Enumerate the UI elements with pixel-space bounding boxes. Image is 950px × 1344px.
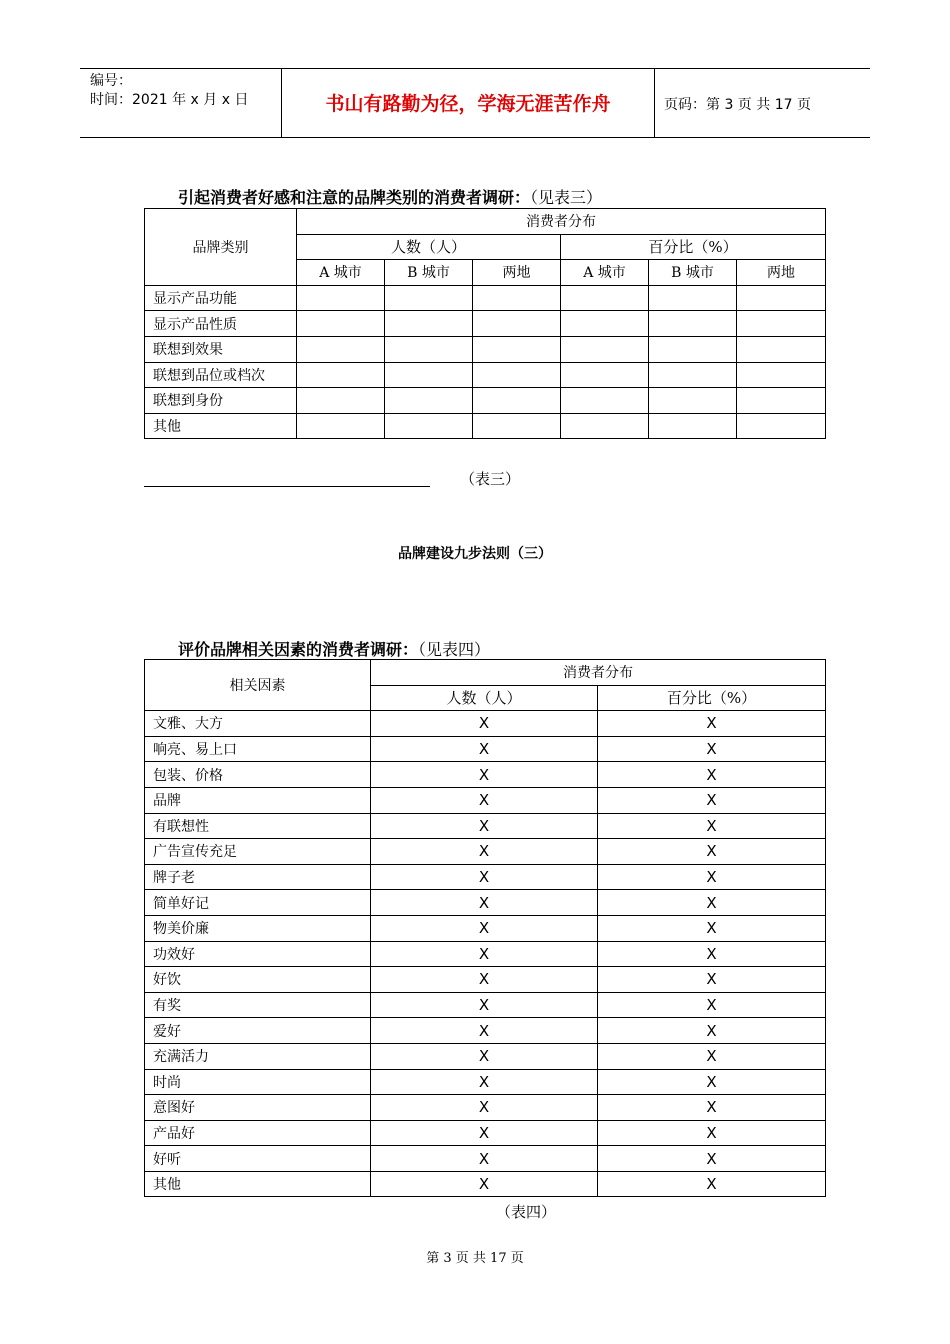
header-meta bbox=[90, 72, 248, 110]
table-cell bbox=[649, 362, 737, 388]
table-row bbox=[145, 1018, 826, 1044]
table4-heading bbox=[178, 637, 490, 660]
section-title: 品牌建设九步法则（三） bbox=[398, 546, 552, 562]
table-row bbox=[145, 839, 826, 865]
table4-row-label: 充满活力 bbox=[145, 1043, 371, 1069]
table4-row-label: 其他 bbox=[145, 1171, 371, 1197]
table-cell-mark: X bbox=[598, 941, 826, 967]
table-row bbox=[145, 1095, 826, 1121]
table-cell-mark: X bbox=[371, 1095, 598, 1121]
table-cell bbox=[649, 285, 737, 311]
table4-row-label: 文雅、大方 bbox=[145, 711, 371, 737]
table3-percent-header: 百分比（%） bbox=[561, 234, 826, 260]
table-cell-mark: X bbox=[598, 864, 826, 890]
table-cell bbox=[561, 336, 649, 362]
table-cell-mark: X bbox=[598, 1043, 826, 1069]
table-cell-mark: X bbox=[371, 1171, 598, 1197]
table-cell-mark: X bbox=[598, 787, 826, 813]
table-cell-mark: X bbox=[598, 839, 826, 865]
table3-column-header: B 城市 bbox=[385, 260, 473, 286]
table-cell-mark: X bbox=[598, 813, 826, 839]
table-row bbox=[145, 1171, 826, 1197]
table-cell bbox=[561, 362, 649, 388]
table-row bbox=[145, 1069, 826, 1095]
table4-heading-text: 评价品牌相关因素的消费者调研： bbox=[178, 640, 419, 659]
table-row bbox=[145, 941, 826, 967]
table-cell-mark: X bbox=[371, 941, 598, 967]
table4-percent-header: 百分比（%） bbox=[598, 685, 826, 711]
table3-column-header: B 城市 bbox=[649, 260, 737, 286]
table4 bbox=[144, 659, 826, 1197]
table3-column-header: A 城市 bbox=[561, 260, 649, 286]
table-cell bbox=[297, 413, 385, 439]
table4-row-label: 功效好 bbox=[145, 941, 371, 967]
table-cell-mark: X bbox=[371, 1018, 598, 1044]
table-row bbox=[145, 787, 826, 813]
header-page-label: 页码：第 3 页 共 17 页 bbox=[664, 97, 811, 113]
table4-row-label: 简单好记 bbox=[145, 890, 371, 916]
table-cell-mark: X bbox=[371, 711, 598, 737]
table-cell bbox=[385, 413, 473, 439]
table-cell-mark: X bbox=[371, 1043, 598, 1069]
table-cell bbox=[473, 336, 561, 362]
signature-line bbox=[144, 486, 430, 487]
table3-row-label: 联想到品位或档次 bbox=[145, 362, 297, 388]
table4-caption: （表四） bbox=[496, 1203, 557, 1221]
page-footer: 第 3 页 共 17 页 bbox=[426, 1251, 524, 1266]
table4-row-label: 时尚 bbox=[145, 1069, 371, 1095]
table4-count-header: 人数（人） bbox=[371, 685, 598, 711]
table4-row-header: 相关因素 bbox=[145, 660, 371, 711]
table-cell-mark: X bbox=[598, 1095, 826, 1121]
table-row bbox=[145, 413, 826, 439]
table3-row-label: 联想到身份 bbox=[145, 388, 297, 414]
table-cell bbox=[297, 311, 385, 337]
table-row bbox=[145, 285, 826, 311]
table3-row-label: 显示产品性质 bbox=[145, 311, 297, 337]
table-row bbox=[145, 1146, 826, 1172]
table-row bbox=[145, 336, 826, 362]
table-cell-mark: X bbox=[598, 1120, 826, 1146]
table3-heading bbox=[178, 185, 602, 208]
table-cell-mark: X bbox=[598, 1069, 826, 1095]
table-cell-mark: X bbox=[371, 1069, 598, 1095]
table-row bbox=[145, 992, 826, 1018]
table-cell-mark: X bbox=[598, 992, 826, 1018]
table-row bbox=[145, 1120, 826, 1146]
table-cell-mark: X bbox=[371, 813, 598, 839]
table-cell bbox=[385, 388, 473, 414]
table-cell bbox=[473, 311, 561, 337]
table-cell bbox=[649, 413, 737, 439]
table-row bbox=[145, 388, 826, 414]
table-cell-mark: X bbox=[371, 736, 598, 762]
table4-row-label: 品牌 bbox=[145, 787, 371, 813]
table-cell-mark: X bbox=[598, 736, 826, 762]
table-cell-mark: X bbox=[371, 1146, 598, 1172]
table-cell-mark: X bbox=[371, 967, 598, 993]
page-header bbox=[80, 68, 870, 138]
table3-column-header: A 城市 bbox=[297, 260, 385, 286]
table-cell bbox=[473, 388, 561, 414]
table4-row-label: 爱好 bbox=[145, 1018, 371, 1044]
table-cell-mark: X bbox=[371, 762, 598, 788]
table-cell bbox=[297, 336, 385, 362]
table-cell-mark: X bbox=[371, 915, 598, 941]
table-row bbox=[145, 813, 826, 839]
table-cell-mark: X bbox=[598, 915, 826, 941]
table-cell-mark: X bbox=[371, 1120, 598, 1146]
table-cell bbox=[473, 285, 561, 311]
table-row bbox=[145, 1043, 826, 1069]
table-cell bbox=[649, 336, 737, 362]
table-cell bbox=[737, 311, 826, 337]
table-cell bbox=[737, 285, 826, 311]
time-label: 时间：2021 年 x 月 x 日 bbox=[90, 92, 249, 108]
table3 bbox=[144, 208, 826, 439]
table-cell bbox=[737, 336, 826, 362]
table-row bbox=[145, 736, 826, 762]
table4-row-label: 响亮、易上口 bbox=[145, 736, 371, 762]
table-cell-mark: X bbox=[598, 967, 826, 993]
table3-heading-text: 引起消费者好感和注意的品牌类别的消费者调研： bbox=[178, 188, 531, 207]
table3-group-header: 消费者分布 bbox=[297, 209, 826, 235]
table-cell-mark: X bbox=[371, 839, 598, 865]
table-cell bbox=[737, 362, 826, 388]
header-motto: 书山有路勤为径，学海无涯苦作舟 bbox=[325, 93, 611, 115]
table-cell bbox=[473, 413, 561, 439]
table-cell-mark: X bbox=[598, 762, 826, 788]
table-cell bbox=[561, 388, 649, 414]
table4-row-label: 有联想性 bbox=[145, 813, 371, 839]
table-row bbox=[145, 864, 826, 890]
table3-count-header: 人数（人） bbox=[297, 234, 561, 260]
table4-row-label: 牌子老 bbox=[145, 864, 371, 890]
table3-row-label: 显示产品功能 bbox=[145, 285, 297, 311]
table-row bbox=[145, 967, 826, 993]
table3-column-header: 两地 bbox=[473, 260, 561, 286]
header-divider bbox=[654, 69, 655, 137]
table-cell bbox=[385, 311, 473, 337]
table-cell bbox=[473, 362, 561, 388]
table-row bbox=[145, 762, 826, 788]
table4-heading-ref: （见表四） bbox=[418, 640, 491, 659]
table4-row-label: 包装、价格 bbox=[145, 762, 371, 788]
table-cell bbox=[385, 285, 473, 311]
table-cell bbox=[385, 336, 473, 362]
table4-row-label: 有奖 bbox=[145, 992, 371, 1018]
table3-column-header: 两地 bbox=[737, 260, 826, 286]
table-cell bbox=[297, 285, 385, 311]
table4-row-label: 好饮 bbox=[145, 967, 371, 993]
table4-row-label: 物美价廉 bbox=[145, 915, 371, 941]
table-cell-mark: X bbox=[598, 1018, 826, 1044]
table3-caption: （表三） bbox=[460, 470, 521, 488]
table-cell bbox=[561, 311, 649, 337]
table4-row-label: 广告宣传充足 bbox=[145, 839, 371, 865]
table-cell bbox=[649, 311, 737, 337]
table-row bbox=[145, 311, 826, 337]
table-row bbox=[145, 890, 826, 916]
table3-row-header: 品牌类别 bbox=[145, 209, 297, 286]
table-cell bbox=[561, 413, 649, 439]
table-cell-mark: X bbox=[598, 1171, 826, 1197]
table-cell bbox=[649, 388, 737, 414]
table-cell bbox=[737, 413, 826, 439]
table-cell bbox=[561, 285, 649, 311]
table-row bbox=[145, 711, 826, 737]
table-cell bbox=[297, 388, 385, 414]
table-cell-mark: X bbox=[371, 992, 598, 1018]
table3-row-label: 其他 bbox=[145, 413, 297, 439]
table-row bbox=[145, 915, 826, 941]
table-cell bbox=[297, 362, 385, 388]
number-label: 编号： bbox=[90, 73, 132, 89]
table3-row-label: 联想到效果 bbox=[145, 336, 297, 362]
table-row bbox=[145, 362, 826, 388]
table-cell-mark: X bbox=[371, 890, 598, 916]
table-cell bbox=[385, 362, 473, 388]
table-cell-mark: X bbox=[598, 1146, 826, 1172]
table4-row-label: 意图好 bbox=[145, 1095, 371, 1121]
table-cell-mark: X bbox=[371, 864, 598, 890]
table-cell-mark: X bbox=[371, 787, 598, 813]
table4-group-header: 消费者分布 bbox=[371, 660, 826, 686]
table4-row-label: 产品好 bbox=[145, 1120, 371, 1146]
table-cell-mark: X bbox=[598, 890, 826, 916]
table-cell-mark: X bbox=[598, 711, 826, 737]
table3-heading-ref: （见表三） bbox=[530, 188, 603, 207]
table4-row-label: 好听 bbox=[145, 1146, 371, 1172]
table-cell bbox=[737, 388, 826, 414]
